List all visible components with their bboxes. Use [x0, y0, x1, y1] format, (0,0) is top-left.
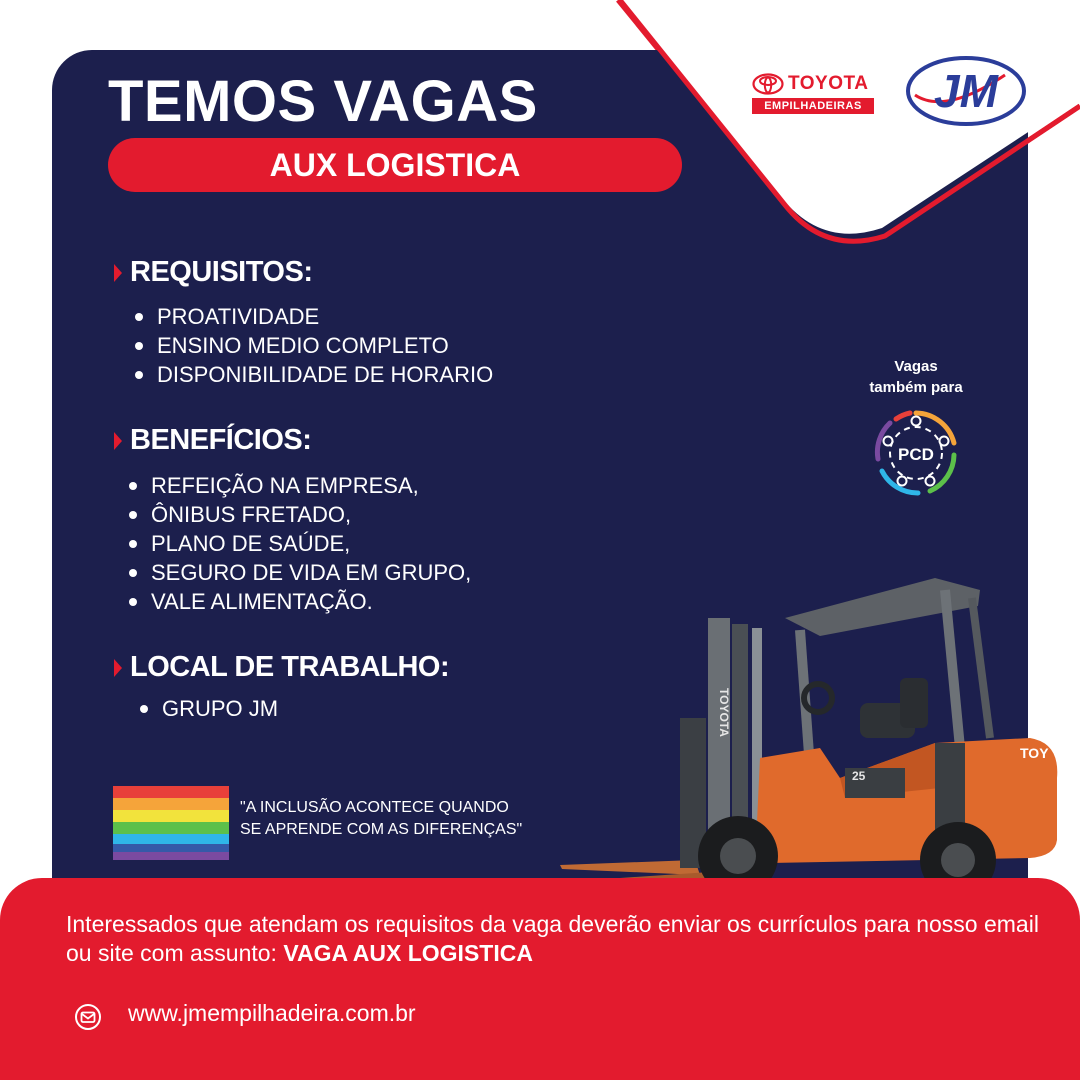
quote-line2: SE APRENDE COM AS DIFERENÇAS" — [240, 821, 523, 838]
list-item — [129, 471, 471, 500]
footer-instructions — [66, 910, 1056, 968]
forklift-model-text: 25 — [852, 769, 866, 783]
footer-banner — [0, 878, 1080, 1080]
forklift-rear-text: TOY — [1020, 745, 1049, 761]
bullet-arrow-icon — [114, 659, 122, 677]
list-item-text: ENSINO MEDIO COMPLETO — [157, 332, 449, 358]
beneficios-heading-text: BENEFÍCIOS: — [130, 424, 312, 456]
quote-line1: "A INCLUSÃO ACONTECE QUANDO — [240, 799, 509, 816]
list-item — [129, 587, 471, 616]
toyota-subtitle: EMPILHADEIRAS — [752, 98, 874, 114]
bullet-dot-icon — [129, 540, 137, 548]
website-link[interactable]: www.jmempilhadeira.com.br — [128, 1000, 416, 1026]
requisitos-heading — [114, 256, 313, 289]
bullet-dot-icon — [129, 511, 137, 519]
bullet-dot-icon — [129, 598, 137, 606]
bullet-arrow-icon — [114, 264, 122, 282]
mail-icon — [74, 1003, 102, 1031]
bullet-dot-icon — [140, 705, 148, 713]
list-item — [140, 694, 278, 723]
footer-subject: VAGA AUX LOGISTICA — [283, 940, 533, 966]
list-item — [135, 331, 493, 360]
bullet-dot-icon — [129, 482, 137, 490]
list-item — [135, 302, 493, 331]
pcd-badge-text: PCD — [898, 445, 934, 464]
pcd-label-line1: Vagas — [894, 358, 938, 375]
toyota-name: TOYOTA — [788, 73, 869, 94]
rainbow-flag — [113, 786, 229, 858]
list-item-text: REFEIÇÃO NA EMPRESA, — [151, 472, 419, 498]
local-heading — [114, 651, 449, 684]
pcd-label-line2: também para — [869, 379, 963, 396]
list-item-text: DISPONIBILIDADE DE HORARIO — [157, 361, 494, 387]
bullet-dot-icon — [129, 569, 137, 577]
forklift-image — [560, 578, 1070, 908]
jm-logo — [905, 55, 1027, 127]
bullet-dot-icon — [135, 342, 143, 350]
forklift-mast-text: TOYOTA — [717, 688, 731, 737]
bullet-dot-icon — [135, 371, 143, 379]
footer-instructions-text: Interessados que atendam os requisitos da vaga deverão enviar os currículos para nosso email ou site com assunto: — [66, 911, 1039, 966]
list-item-text: ÔNIBUS FRETADO, — [151, 501, 352, 527]
toyota-logo — [752, 72, 876, 116]
list-item — [129, 558, 471, 587]
list-item — [129, 500, 471, 529]
bullet-arrow-icon — [114, 432, 122, 450]
list-item-text: PROATIVIDADE — [157, 303, 320, 329]
local-heading-text: LOCAL DE TRABALHO: — [130, 651, 450, 683]
list-item-text: PLANO DE SAÚDE, — [151, 530, 351, 556]
beneficios-heading — [114, 424, 311, 457]
list-item-text: VALE ALIMENTAÇÃO. — [151, 588, 373, 614]
beneficios-list — [129, 471, 471, 616]
list-item — [129, 529, 471, 558]
requisitos-heading-text: REQUISITOS: — [130, 256, 313, 288]
toyota-emblem-icon — [752, 73, 784, 95]
local-list — [140, 694, 278, 723]
pcd-label — [846, 356, 986, 398]
requisitos-list — [135, 302, 493, 389]
list-item — [135, 360, 493, 389]
pcd-inclusion-icon — [868, 405, 964, 501]
list-item-text: GRUPO JM — [162, 695, 279, 721]
bullet-dot-icon — [135, 313, 143, 321]
job-title-badge: AUX LOGISTICA — [108, 138, 682, 192]
page-title: TEMOS VAGAS — [108, 69, 538, 134]
inclusion-quote — [240, 797, 522, 841]
jm-logo-text: JM — [934, 65, 998, 117]
list-item-text: SEGURO DE VIDA EM GRUPO, — [151, 559, 472, 585]
